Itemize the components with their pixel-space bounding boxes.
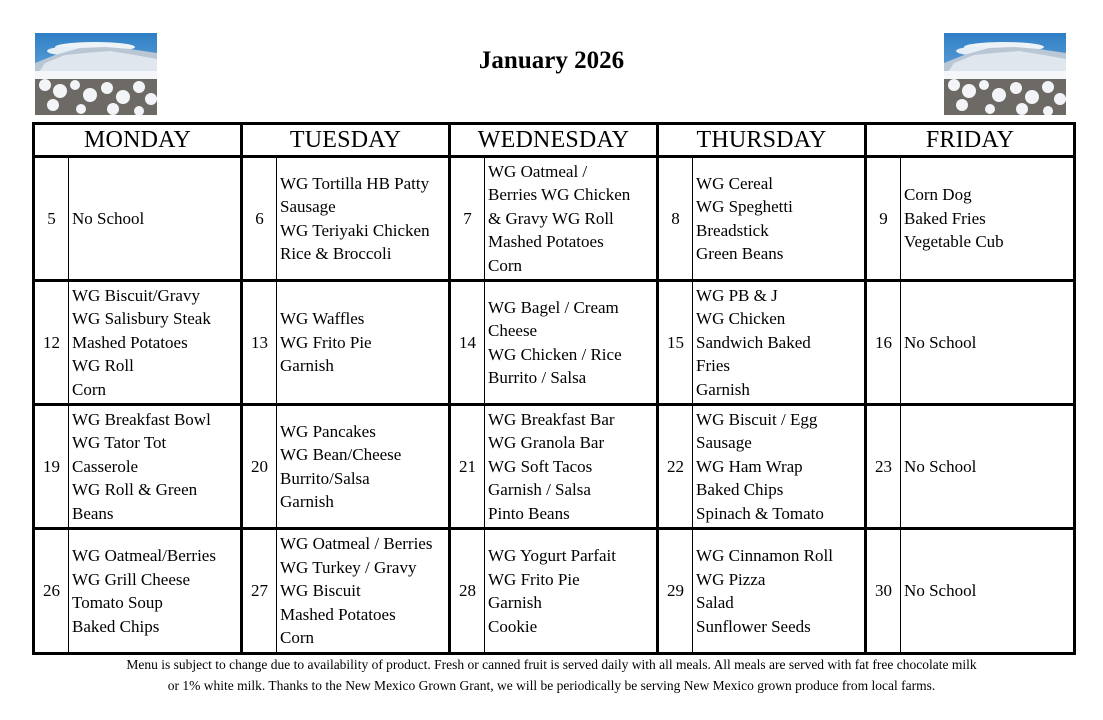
menu-cell-monday <box>69 281 242 405</box>
menu-item: Vegetable Cub <box>904 232 1004 252</box>
menu-item: Salad <box>696 593 734 612</box>
week-row <box>34 529 1075 654</box>
menu-item: Tomato Soup <box>72 593 163 612</box>
menu-item: Baked Fries <box>904 208 986 228</box>
menu-cell-friday <box>901 157 1075 281</box>
menu-item: Garnish / Salsa <box>488 480 591 500</box>
page-title: January 2026 <box>478 47 625 74</box>
menu-item: WG Turkey / Gravy <box>280 557 417 577</box>
menu-item: Corn Dog <box>904 185 972 205</box>
menu-cell-friday <box>901 281 1075 405</box>
menu-item: Fries <box>696 356 731 376</box>
menu-item: Corn <box>72 379 106 399</box>
menu-item: Burrito/Salsa <box>280 468 370 488</box>
menu-item: WG Waffles <box>280 309 365 329</box>
menu-item: WG Frito Pie <box>488 569 580 589</box>
menu-item: No School <box>904 456 977 476</box>
menu-cell-wednesday <box>485 529 658 654</box>
menu-item: WG Breakfast Bowl <box>72 409 211 429</box>
header-monday: MONDAY <box>34 124 242 157</box>
menu-item: Rice & Broccoli <box>280 244 392 263</box>
menu-item: WG Oatmeal / <box>488 161 588 181</box>
menu-item: Casserole <box>72 456 139 476</box>
menu-item: WG Oatmeal / Berries <box>280 534 433 554</box>
menu-item: Green Beans <box>696 244 784 263</box>
menu-cell-monday <box>69 405 242 529</box>
week-row <box>34 405 1075 529</box>
menu-item: WG Pizza <box>696 569 766 589</box>
menu-item: WG Bagel / Cream <box>488 297 619 317</box>
menu-item: WG Salisbury Steak <box>72 309 211 329</box>
menu-cell-thursday <box>693 405 866 529</box>
menu-cell-tuesday <box>277 405 450 529</box>
menu-item: WG Teriyaki Chicken <box>280 220 430 240</box>
menu-item: Garnish <box>488 593 542 612</box>
menu-item: Cookie <box>488 616 538 636</box>
date-number-wednesday: 28 <box>450 529 485 654</box>
menu-item: WG Soft Tacos <box>488 456 593 476</box>
menu-footnote <box>20 654 1083 696</box>
menu-item: Sausage <box>696 433 752 453</box>
date-number-thursday: 8 <box>658 157 693 281</box>
menu-item: WG Biscuit / Egg <box>696 409 818 429</box>
header-friday: FRIDAY <box>866 124 1075 157</box>
menu-item: WG Cereal <box>696 173 773 193</box>
menu-item: Beans <box>72 503 114 523</box>
menu-item: Burrito / Salsa <box>488 368 587 387</box>
menu-item: Corn <box>488 255 523 275</box>
date-number-tuesday: 20 <box>242 405 277 529</box>
menu-cell-tuesday <box>277 281 450 405</box>
menu-item: No School <box>904 332 977 352</box>
menu-cell-thursday <box>693 529 866 654</box>
date-number-thursday: 22 <box>658 405 693 529</box>
menu-item: WG Yogurt Parfait <box>488 546 616 565</box>
date-number-tuesday: 6 <box>242 157 277 281</box>
menu-item: WG Roll <box>72 356 134 376</box>
menu-cell-wednesday <box>485 405 658 529</box>
date-number-monday: 12 <box>34 281 69 405</box>
menu-item: WG Bean/Cheese <box>280 445 402 464</box>
menu-cell-tuesday <box>277 157 450 281</box>
footnote-line-2: or 1% white milk. Thanks to the New Mexico Grown Grant, we will be periodically be serving New Mexico grown produce from local farms. <box>167 678 936 693</box>
menu-item: Garnish <box>696 379 750 399</box>
date-number-tuesday: 27 <box>242 529 277 654</box>
menu-cell-monday <box>69 157 242 281</box>
week-row <box>34 281 1075 405</box>
menu-item: WG Biscuit/Gravy <box>72 285 200 305</box>
menu-item: WG Breakfast Bar <box>488 409 615 429</box>
menu-cell-monday <box>69 529 242 654</box>
menu-item: WG Pancakes <box>280 421 376 441</box>
weekday-header-row <box>34 124 1075 157</box>
menu-item: WG Speghetti <box>696 197 793 216</box>
menu-cell-wednesday <box>485 281 658 405</box>
menu-item: WG Ham Wrap <box>696 456 803 476</box>
menu-cell-thursday <box>693 281 866 405</box>
date-number-wednesday: 14 <box>450 281 485 405</box>
menu-item: Mashed Potatoes <box>72 332 188 352</box>
date-number-friday: 9 <box>866 157 901 281</box>
menu-item: Garnish <box>280 356 334 376</box>
menu-item: Breadstick <box>696 220 769 240</box>
menu-cell-friday <box>901 405 1075 529</box>
footnote-line-1: Menu is subject to change due to availability of product. Fresh or canned fruit is served daily with all meals. All meals are served with fat free chocolate milk <box>126 657 977 672</box>
menu-item: Spinach & Tomato <box>696 503 824 523</box>
menu-item: WG Granola Bar <box>488 433 605 453</box>
menu-item: Sandwich Baked <box>696 332 811 352</box>
date-number-monday: 26 <box>34 529 69 654</box>
date-number-friday: 23 <box>866 405 901 529</box>
menu-item: WG Tortilla HB Patty <box>280 173 430 193</box>
header-tuesday: TUESDAY <box>242 124 450 157</box>
menu-item: WG Frito Pie <box>280 332 372 352</box>
date-number-tuesday: 13 <box>242 281 277 405</box>
date-number-monday: 19 <box>34 405 69 529</box>
date-number-friday: 30 <box>866 529 901 654</box>
menu-cell-thursday <box>693 157 866 281</box>
header-thursday: THURSDAY <box>658 124 866 157</box>
menu-item: Corn <box>280 628 314 648</box>
menu-item: Mashed Potatoes <box>488 232 604 252</box>
menu-item: WG Biscuit <box>280 581 361 601</box>
menu-item: WG Chicken / Rice <box>488 344 622 364</box>
menu-cell-wednesday <box>485 157 658 281</box>
menu-item: No School <box>904 581 977 601</box>
date-number-wednesday: 7 <box>450 157 485 281</box>
menu-item: Sausage <box>280 197 336 216</box>
menu-item: & Gravy WG Roll <box>488 208 614 228</box>
menu-item: WG Cinnamon Roll <box>696 546 833 565</box>
menu-item: Sunflower Seeds <box>696 616 811 636</box>
menu-item: Cheese <box>488 321 538 340</box>
date-number-thursday: 29 <box>658 529 693 654</box>
menu-item: WG Tator Tot <box>72 433 167 453</box>
menu-item: No School <box>72 208 145 228</box>
menu-item: WG Oatmeal/Berries <box>72 546 216 565</box>
menu-calendar <box>32 122 1076 655</box>
menu-item: Berries WG Chicken <box>488 185 631 205</box>
date-number-friday: 16 <box>866 281 901 405</box>
menu-item: Mashed Potatoes <box>280 604 396 624</box>
menu-item: Pinto Beans <box>488 503 570 523</box>
menu-cell-friday <box>901 529 1075 654</box>
menu-item: Baked Chips <box>72 616 160 636</box>
week-row <box>34 157 1075 281</box>
menu-item: Garnish <box>280 492 334 511</box>
menu-item: WG Roll & Green <box>72 480 198 500</box>
menu-item: WG Chicken <box>696 309 786 329</box>
header-wednesday: WEDNESDAY <box>450 124 658 157</box>
menu-item: WG Grill Cheese <box>72 569 191 589</box>
menu-item: WG PB & J <box>696 285 778 305</box>
date-number-thursday: 15 <box>658 281 693 405</box>
date-number-wednesday: 21 <box>450 405 485 529</box>
menu-cell-tuesday <box>277 529 450 654</box>
menu-item: Baked Chips <box>696 480 784 500</box>
date-number-monday: 5 <box>34 157 69 281</box>
